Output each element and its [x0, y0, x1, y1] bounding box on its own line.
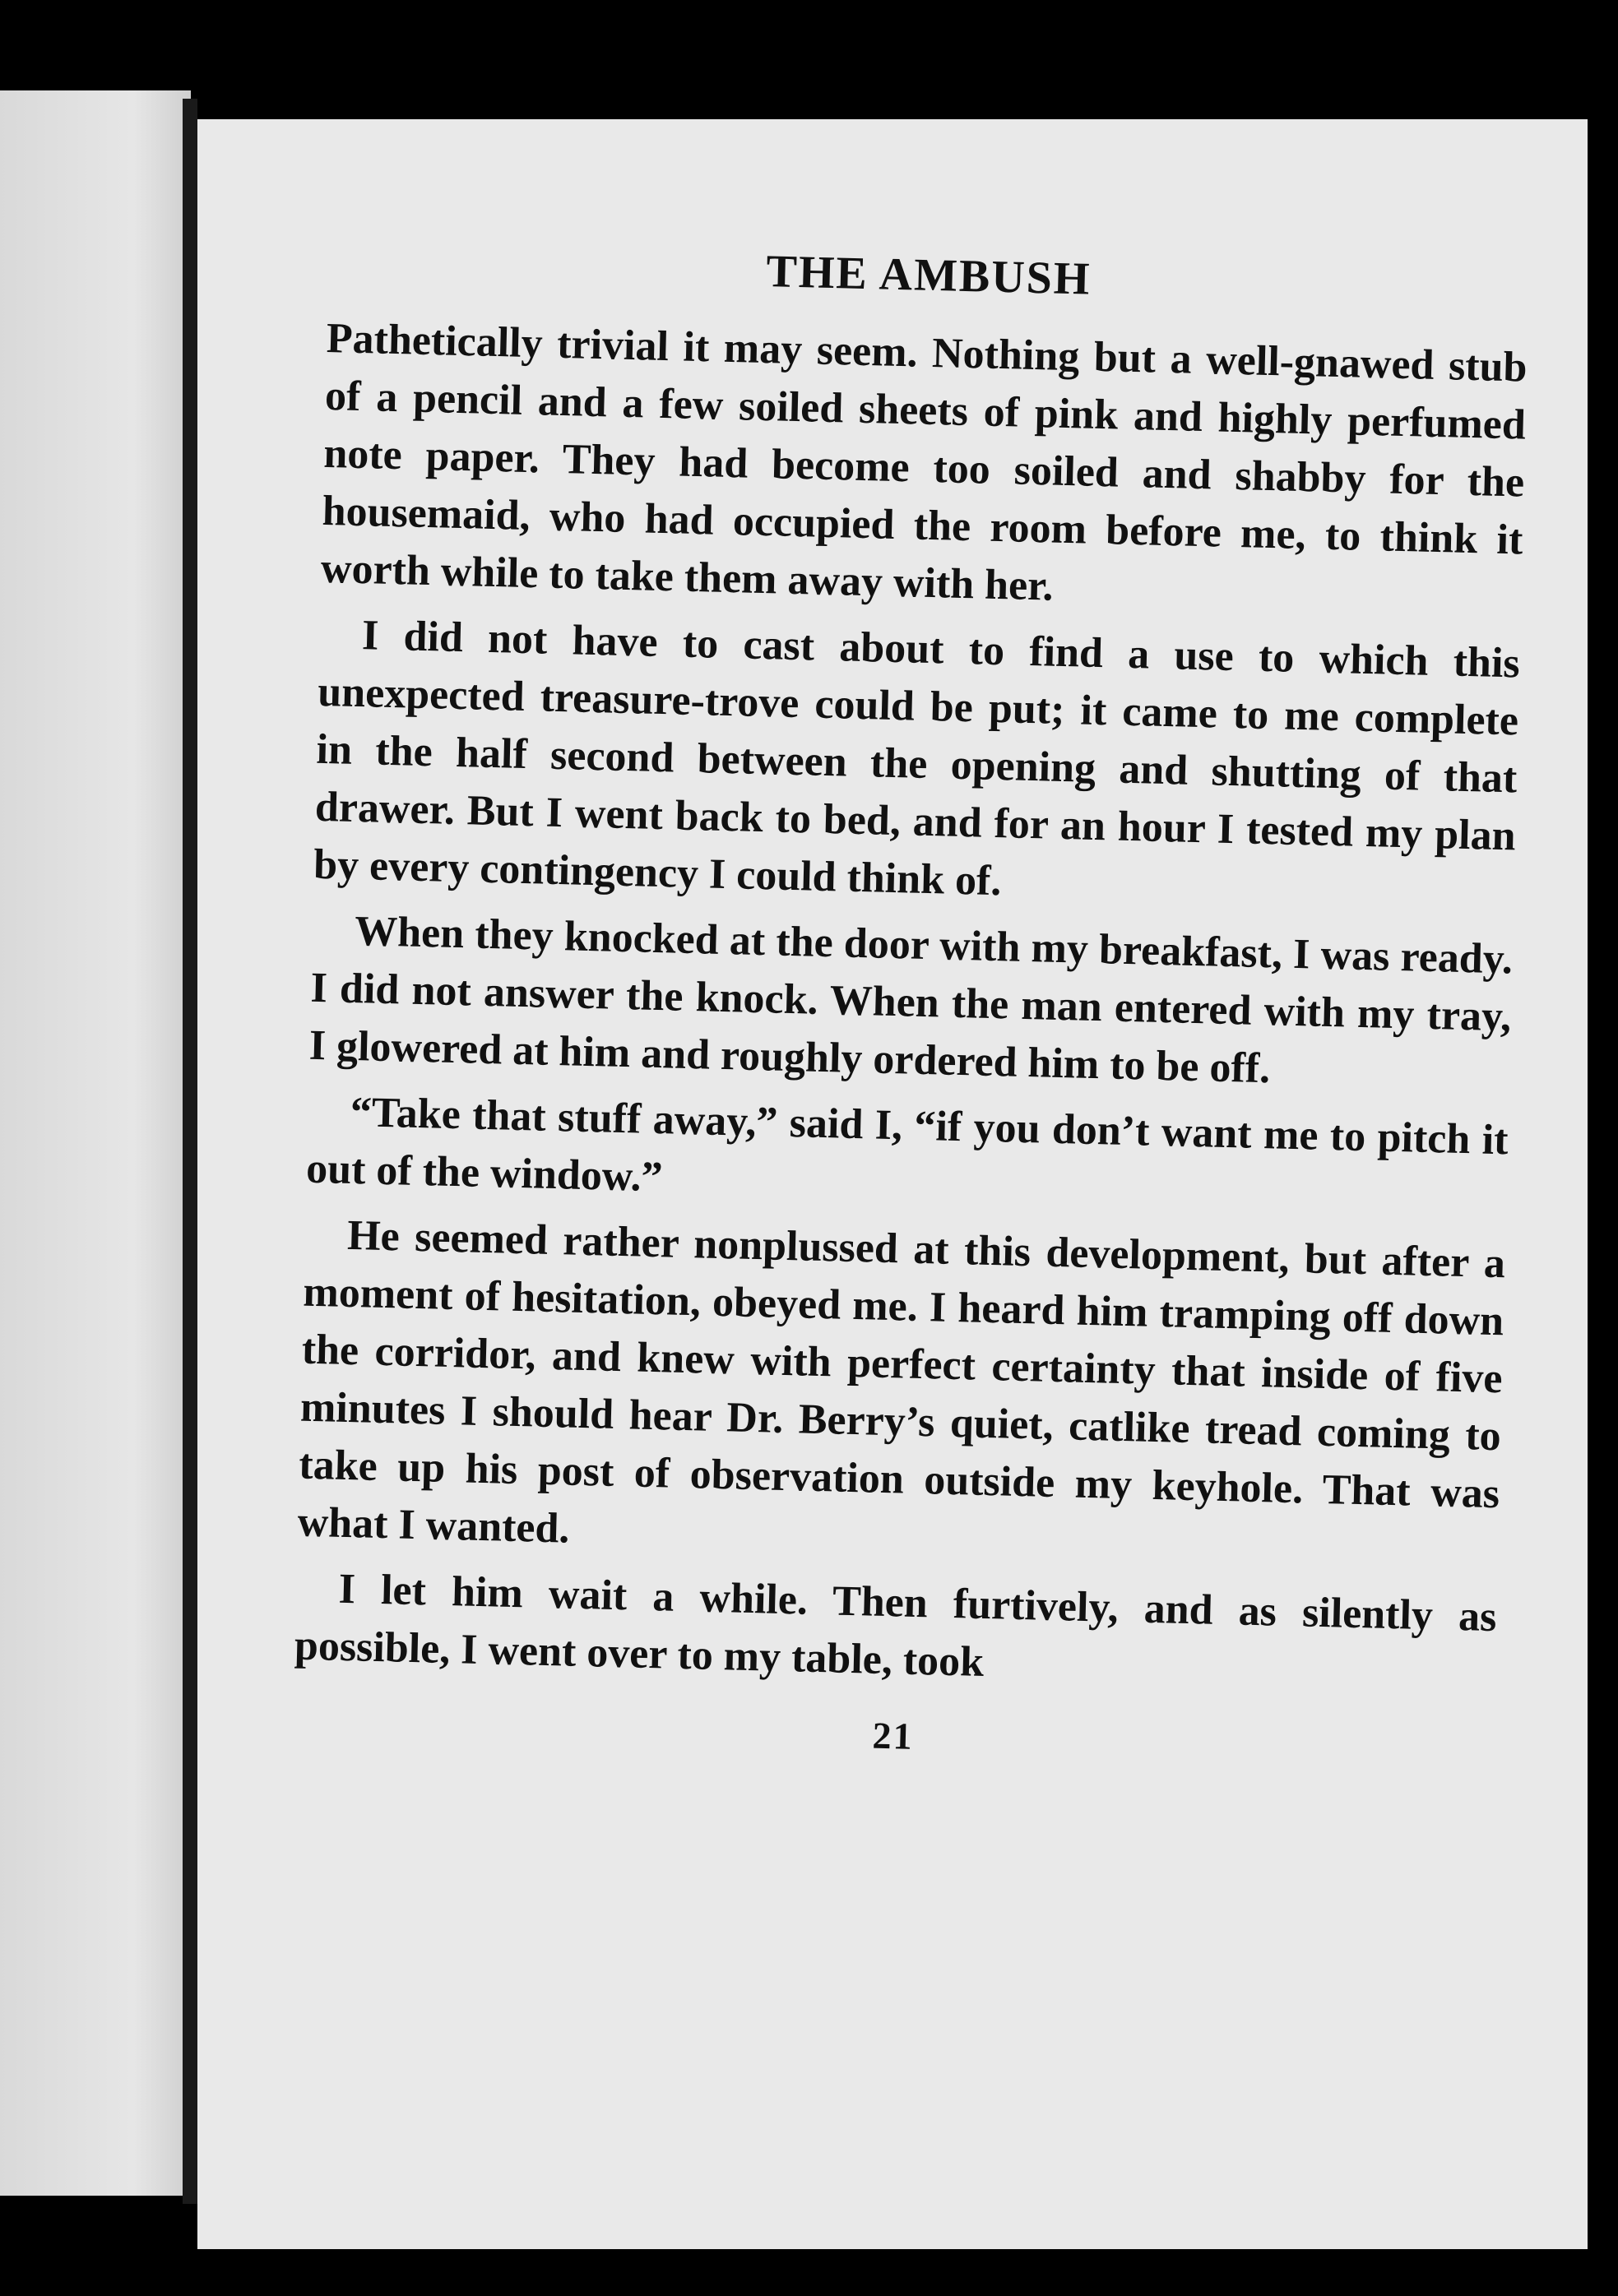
gutter — [183, 99, 197, 2204]
page-number: 21 — [871, 1714, 915, 1757]
paragraph-6: I let him wait a while. Then furtively, and as silently as possible, I went over to my table, took — [294, 1565, 1498, 1686]
paragraph-3: When they knocked at the door with my breakfast, I was ready. I did not answer the knock. When the man entered with my tray, I glowered at him and roughly ordered him to be off. — [308, 908, 1514, 1093]
paragraph-2: I did not have to cast about to find a use to which this unexpected treasure-trove could be put; it came to me complete in the half second between the opening and shutting of that drawer. But I went back to bed, and for an hour I tested my plan by every contingency I could think of. — [313, 612, 1521, 905]
paragraph-5: He seemed rather nonplussed at this development, but after a moment of hesitation, obeyed me. I heard him tramping off down the corridor, and knew with perfect certainty that inside of five minutes I should hear Dr. Berry’s quiet, catlike tread coming to take up his post of observation outside my keyhole. That was what I wanted. — [297, 1211, 1506, 1553]
paragraph-1: Pathetically trivial it may seem. Nothing but a well-gnawed stub of a pencil and a few soiled sheets of pink and highly perfumed note paper. They had become too soiled and shabby for the housemaid, who had occupied the room before me, to think it worth while to take them away with her. — [320, 314, 1528, 610]
text-block — [292, 234, 1529, 1772]
book-page — [197, 119, 1588, 2249]
running-head: THE AMBUSH — [765, 246, 1092, 305]
paragraph-4: “Take that stuff away,” said I, “if you don’t want me to pitch it out of the window.” — [305, 1088, 1509, 1201]
facing-page — [0, 90, 191, 2196]
